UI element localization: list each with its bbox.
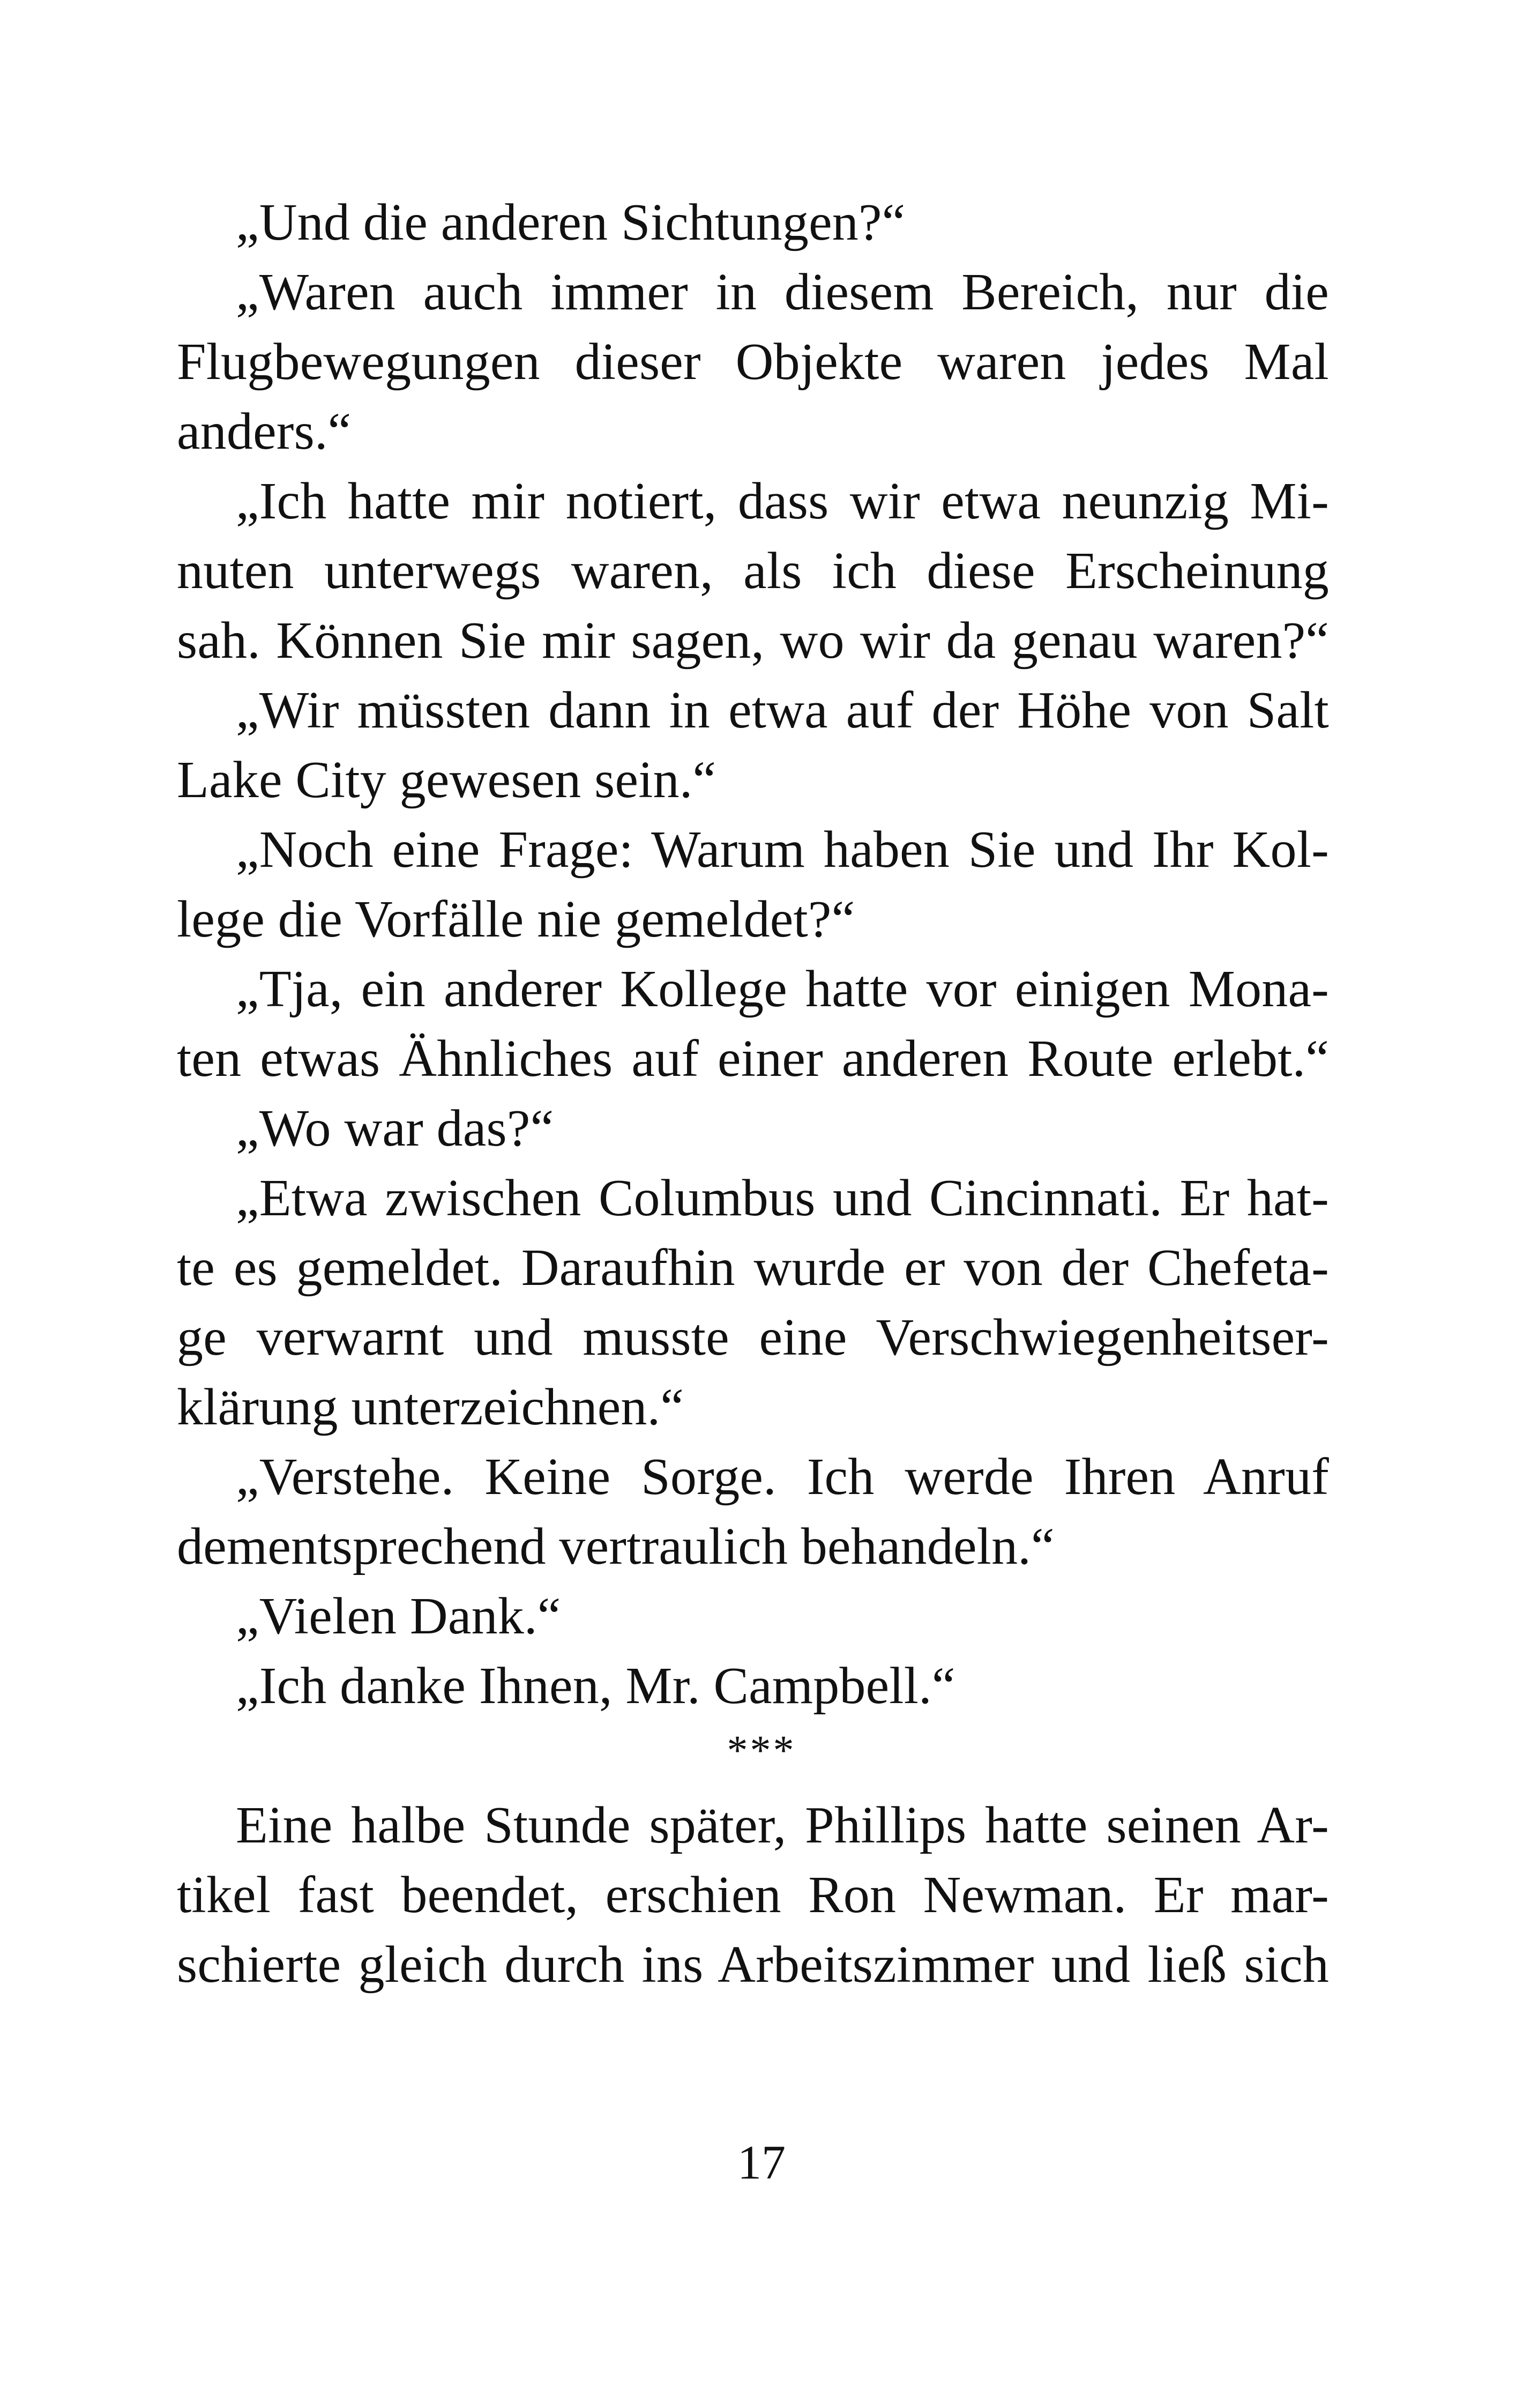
page-number: 17	[737, 2136, 786, 2189]
scene-separator: ***	[727, 1727, 796, 1773]
text-line: „Vielen Dank.“	[236, 1587, 561, 1645]
text-line: „Verstehe. Keine Sorge. Ich werde Ihren Anruf	[236, 1448, 1329, 1506]
text-line: lege die Vorfälle nie gemeldet?“	[177, 890, 855, 948]
text-line: Lake City gewesen sein.“	[177, 751, 716, 809]
text-line: „Ich danke Ihnen, Mr. Campbell.“	[236, 1657, 955, 1715]
text-line: sah. Können Sie mir sagen, wo wir da genau waren?“	[177, 612, 1329, 670]
text-line: „Etwa zwischen Columbus und Cincinnati. Er hat-	[236, 1169, 1329, 1227]
text-line: „Wir müssten dann in etwa auf der Höhe von Salt	[236, 681, 1329, 739]
text-line: te es gemeldet. Daraufhin wurde er von der Chefeta-	[177, 1239, 1329, 1297]
text-line: Eine halbe Stunde später, Phillips hatte seinen Ar-	[236, 1796, 1329, 1854]
text-line: „Wo war das?“	[236, 1099, 554, 1157]
text-line: nuten unterwegs waren, als ich diese Erscheinung	[177, 542, 1329, 600]
text-line: ten etwas Ähnliches auf einer anderen Route erlebt.“	[177, 1030, 1329, 1088]
text-line: „Ich hatte mir notiert, dass wir etwa neunzig Mi-	[236, 472, 1329, 530]
text-line: „Waren auch immer in diesem Bereich, nur die	[236, 263, 1329, 321]
text-line: anders.“	[177, 403, 352, 460]
text-line: „Noch eine Frage: Warum haben Sie und Ihr Kol-	[236, 821, 1329, 879]
text-line: tikel fast beendet, erschien Ron Newman. Er mar-	[177, 1866, 1329, 1924]
text-line: dementsprechend vertraulich behandeln.“	[177, 1518, 1055, 1575]
text-line: schierte gleich durch ins Arbeitszimmer und ließ sich	[177, 1936, 1329, 1994]
text-line: ge verwarnt und musste eine Verschwiegenheitser-	[177, 1309, 1329, 1366]
text-line: „Tja, ein anderer Kollege hatte vor einigen Mona-	[236, 960, 1329, 1018]
text-line: „Und die anderen Sichtungen?“	[236, 194, 906, 251]
text-line: Flugbewegungen dieser Objekte waren jedes Mal	[177, 333, 1329, 391]
text-line: klärung unterzeichnen.“	[177, 1378, 684, 1436]
